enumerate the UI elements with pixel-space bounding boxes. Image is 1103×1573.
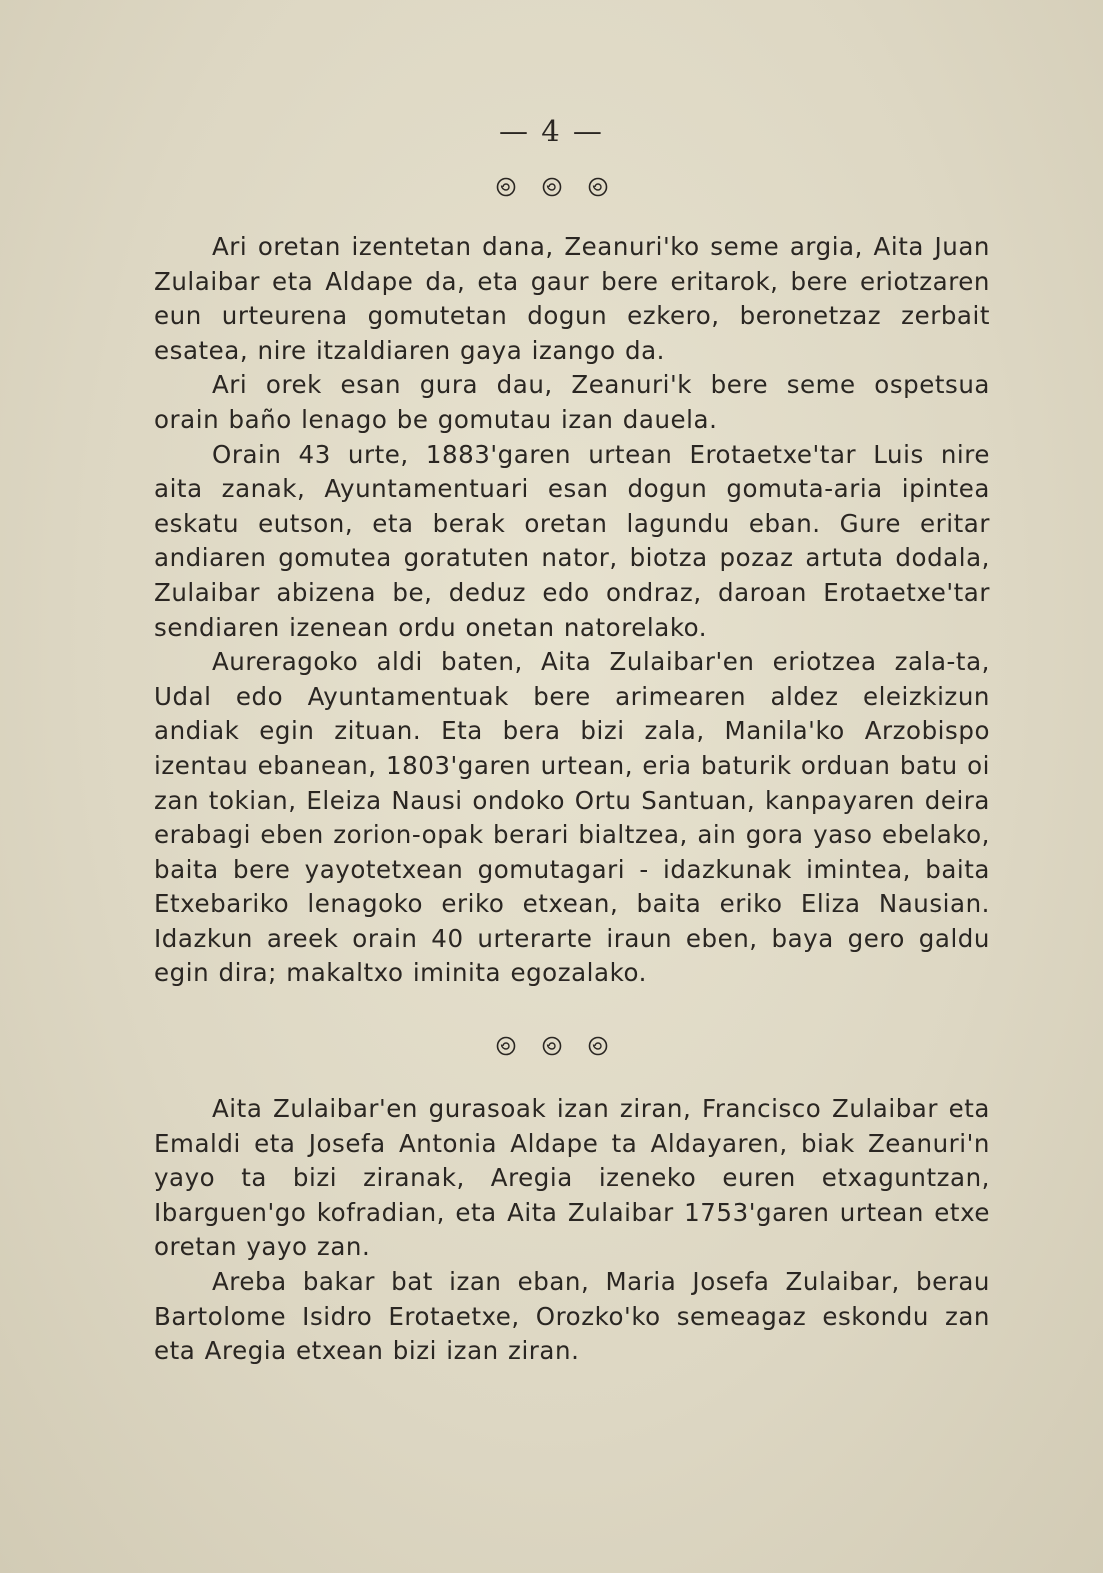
paragraph: Areba bakar bat izan eban, Maria Josefa Zulaibar, berau Bartolome Isidro Erotaetxe, Orozko'ko semeagaz eskondu zan eta Aregia etxean bizi izan ziran. [154, 1266, 990, 1366]
paragraph: Aureragoko aldi baten, Aita Zulaibar'en eriotzea zala-ta, Udal edo Ayuntamentuak bere arimearen aldez eleizkizun andiak egin zituan. Eta bera bizi zala, Manila'ko Arzobispo izentau ebanean, 1803'garen urtean, eria baturik orduan batu oi zan tokian, Eleiza Nausi ondoko Ortu Santuan, kanpayaren deira erabagi eben zorion-opak berari bialtzea, ain gora yaso ebelako, baita bere yayotetxean gomutagari - idazkunak imintea, baita Etxebariko lenagoko eriko etxean, baita eriko Eliza Nausian. Idazkun areek orain 40 urterarte iraun eben, baya gero galdu egin dira; makaltxo iminita egozalako. [154, 647, 990, 988]
spiral-ornament-icon [542, 177, 562, 197]
paragraph: Aita Zulaibar'en gurasoak izan ziran, Francisco Zulaibar eta Emaldi eta Josefa Antonia Aldape ta Aldayaren, biak Zeanuri'n yayo ta bizi ziranak, Aregia izeneko euren etxaguntzan, Ibarguen'go kofradian, eta Aita Zulaibar 1753'garen urtean etxe oretan yayo zan. [154, 1094, 990, 1262]
ornament-divider-top [0, 177, 1103, 197]
spiral-ornament-icon [542, 1036, 562, 1056]
spiral-ornament-icon [496, 1036, 516, 1056]
spiral-ornament-icon [496, 177, 516, 197]
paragraph: Ari oretan izentetan dana, Zeanuri'ko seme argia, Aita Juan Zulaibar eta Aldape da, eta gaur bere eritarok, bere eriotzaren eun urteurena gomutetan dogun ezkero, beronetzaz zerbait esatea, nire itzaldiaren gaya izango da. [154, 232, 990, 365]
spiral-ornament-icon [588, 177, 608, 197]
spiral-ornament-icon [588, 1036, 608, 1056]
paragraph: Orain 43 urte, 1883'garen urtean Erotaetxe'tar Luis nire aita zanak, Ayuntamentuari esan dogun gomuta-aria ipintea eskatu eutson, eta berak oretan lagundu eban. Gure eritar andiaren gomutea goratuten nator, biotza pozaz artuta dodala, Zulaibar abizena be, deduz edo ondraz, daroan Erotaetxe'tar sendiaren izenean ordu onetan natorelako. [154, 439, 990, 642]
paragraph: Ari orek esan gura dau, Zeanuri'k bere seme ospetsua orain baño lenago be gomutau izan dauela. [154, 370, 990, 434]
ornament-divider-middle [0, 1036, 1103, 1056]
page-number: — 4 — [499, 114, 604, 148]
section-2-text [154, 1092, 990, 1369]
section-1-text [154, 230, 990, 991]
